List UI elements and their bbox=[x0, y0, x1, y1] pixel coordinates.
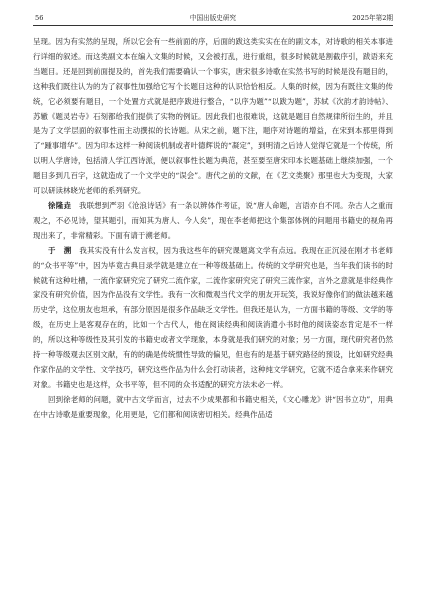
article-body bbox=[33, 35, 393, 423]
paragraph bbox=[33, 35, 393, 199]
paragraph bbox=[33, 393, 393, 423]
page-number: 56 bbox=[35, 14, 44, 22]
paragraph-text: 呈现。因为有实然的呈现，所以它会有一些前面的序，后面的跋这类实实在在的副文本，对诗歌的相关本事进行详细的叙述。而这类副文本在编入文集的时候，又会被打乱，进行重组，很多时候就是割截序引，跋语来充当题目。还是回到前面提及的，首先我们需要确认一个事实，唐宋很多诗歌在实然书写的时候是没有题目的，这种我们既往认为的为了叙事性加强给它写个长题目这种的认识恰恰相反。人集的时候，因为有既往文集的传统，它必须要有题目，一个处置方式就是把序跋进行整合，“以序为题”“以跋为题”，苏轼《次韵才韵诗帖》、苏辙《题灵岩寺》石刻都给我们提供了实物的例证。因此我们也很难说，这就是题目自然规律所衍生的，并且是为了文学层面的叙事性而主动撰拟的长诗题。从宋之前，题下注，题序对诗题的增益，在宋到本那里得到了“踵事增华”。因为印本这样一种阅读机制或者叶德辉说的“凝定”，到明清之后诗人觉得它就是一个传统，所以明人学唐诗，包括清人学江西诗派，便以叙事性长题为典范，甚至要至唐宋印本长题基础上继续加强，一个题目多到几百字，这就造成了一个文学史的“误会”。唐代之前的文献，在《艺文类聚》那里也大为变现，大家可以研读林晓光老师的系列研究。 bbox=[33, 37, 393, 196]
journal-name: 中国出版史研究 bbox=[189, 14, 237, 22]
speaker-name: 徐隆垚 bbox=[48, 200, 72, 210]
paragraph bbox=[33, 244, 393, 393]
paragraph-text: 我联想到严羽《沧浪诗话》有一条以辨体作考证，说“唐人命题，言语亦自不同。杂古人之重而观之，不必见诗，望其题引，而知其为唐人、今人矣”，现在李老师把这个集部体例的问题用书籍史的视角再现出来了，非常精彩。下面有请于溯老师。 bbox=[33, 200, 394, 240]
paragraph-text: 回到徐老师的问题，就中古文学而言，过去不少成果都和书籍史相关，《文心雕龙》讲“因书立功”，用典在中古诗歌是重要现象，化用更是，它们都和阅读密切相关。经典作品适 bbox=[33, 394, 393, 419]
speaker-name: 于 溯 bbox=[48, 245, 72, 255]
running-header bbox=[33, 11, 393, 26]
paragraph-text: 我其实没有什么发言权，因为我这些年的研究课题离文学有点远。我现在正沉浸在刚才书老师的“众书平等”中，因为毕竟古典目录学就是建立在一种等级基础上。传统的文学研究也是，当年我们读书的时候就有这种吐槽，一流作家研究完了研究二流作家，二流作家研究完了研究三流作家，言外之意就是非经典作家没有研究价值，因为作品没有文学性。我有一次和微观当代文学的朋友开玩笑，我说好像你们的做法越来越历史学，这位朋友也坦承，有部分原因是很多作品缺乏文学性。但我还是认为，一方面书籍的等级、文学的等级，在历史上是客观存在的，比如一个古代人，他在阅读经典和阅读消遣小书时他的阅读姿态肯定是不一样的，所以这种等级性及其引发的书籍史或者文学现象，本身就是我们研究的对象；另一方面，现代研究者仍然持一种等级观去区别文献，有的的确是传统惯性导致的偏见，但也有的是基于研究路径的预设，比如研究经典作家作品的文学性、文学技巧，研究这些作品为什么会打动读者，这种纯文学研究，它就不适合拿来来作研究对象。书籍史也是这样，众书平等，但不同的众书适配的研究方法未必一样。 bbox=[33, 245, 393, 389]
paragraph bbox=[33, 199, 393, 244]
issue-label: 2025年第2期 bbox=[352, 14, 393, 22]
